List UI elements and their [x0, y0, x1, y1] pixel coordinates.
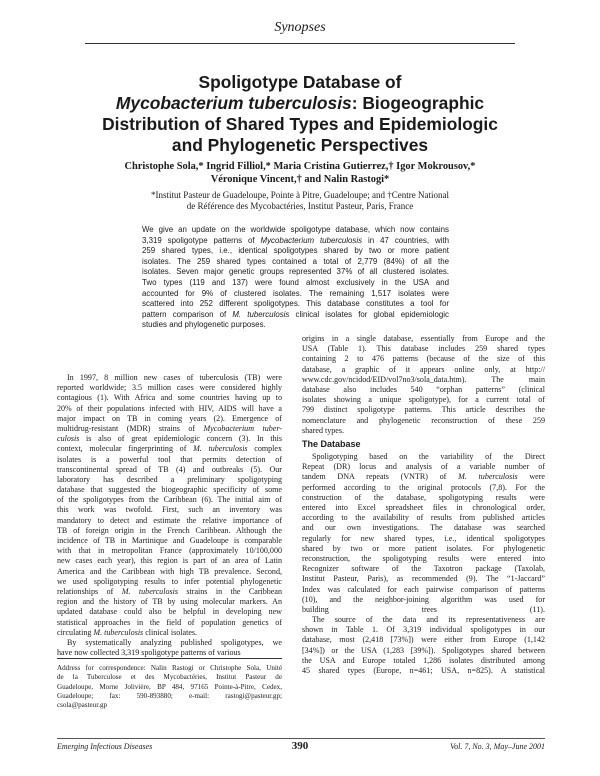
abstract-line: studies and phylogenetic purposes.	[142, 320, 266, 330]
body-line: containing 2 to 476 patterns (because of the size of this	[302, 354, 545, 364]
header-rule	[85, 43, 515, 44]
body-line: Recognizer software of the Taxotron package (Taxolab,	[302, 564, 545, 574]
body-line: circulating M. tuberculosis clinical isolates.	[57, 627, 198, 637]
title-line-4: and Phylogenetic Perspectives	[171, 135, 429, 155]
body-line: isolates showing a unique spoligotype), for a current total of	[302, 395, 545, 405]
footnote-line: csola@pasteur.gp	[57, 701, 108, 710]
title-line-2-rest: : Biogeographic	[351, 93, 485, 113]
body-line: database that suggested the biogeographic specificity of some	[57, 485, 282, 495]
body-line: relationships of M. tuberculosis strains in the Caribbean	[57, 586, 282, 596]
title-species: Mycobacterium tuberculosis	[115, 93, 352, 113]
affiliations	[90, 190, 510, 212]
abstract-line: Two types (119 and 137) were found almost exclusively in the USA and	[142, 277, 449, 287]
footnote-line: Guadeloupe, Morne Jolivière, BP 484, 97165 Pointe-à-Pitre, Cedex,	[57, 682, 282, 691]
body-line: region and the history of TB by using molecular markers. An	[57, 597, 282, 607]
body-line: context, molecular fingerprinting of M. tuberculosis complex	[57, 444, 282, 454]
abstract-line: scattered into 252 different spoligotypes. This database constitutes a tool for	[142, 299, 449, 309]
body-line: www.cdc.gov/ncidod/EID/vol7no3/sola_data.htm). The main	[302, 374, 545, 384]
body-line: according to the availability of results from published articles	[302, 513, 545, 523]
body-line: (10), and the neighbor-joining algorithm was used for	[302, 594, 545, 604]
body-line: shared by two or more patient isolates. For phylogenetic	[302, 543, 545, 553]
body-line: and our own investigations. The database was searched	[302, 523, 545, 533]
body-line: transcontinental spread of TB (4) and outbreaks (5). Our	[57, 464, 282, 474]
affiliation-line-2: de Référence des Mycobactéries, Institut Pasteur, Paris, France	[186, 201, 414, 211]
body-line: [34%]) or the USA (1,283 [39%]). Spoligotypes shared between	[302, 645, 545, 655]
body-line: 45 shared types (Europe, n=461; USA, n=825). A statistical	[302, 666, 545, 675]
body-line: Repeat (DR) locus and analysis of a variable number of	[302, 462, 545, 472]
body-line: TB of foreign origin in the French Caribbean. Although the	[57, 525, 282, 535]
article-title	[60, 72, 540, 156]
body-line: reported worldwide; 3.5 million cases were considered highly	[57, 383, 282, 393]
body-line: 20% of their populations infected with HIV, AIDS will have a	[57, 403, 282, 413]
body-line: origins in a single database, essentially from Europe and the	[302, 334, 545, 343]
body-line: culosis is also of great epidemiologic concern (3). In this	[57, 434, 282, 444]
body-line: database also includes 540 “orphan patterns” (clinical	[302, 384, 545, 394]
body-line: In 1997, 8 million new cases of tuberculosis (TB) were	[67, 373, 282, 382]
authors-line-1: Christophe Sola,* Ingrid Filliol,* Maria Cristina Gutierrez,† Igor Mokrousov,*	[124, 161, 476, 172]
footer-issue: Vol. 7, No. 3, May–June 2001	[450, 742, 545, 751]
body-line: incidence of TB in Martinique and Guadeloupe is comparable	[57, 536, 282, 545]
footnote-rule	[57, 658, 282, 659]
author-list	[60, 160, 540, 186]
section-header: Synopses	[274, 20, 326, 35]
title-line-2	[60, 93, 540, 114]
body-line: Index was calculated for each pairwise comparison of patterns	[302, 584, 545, 594]
body-line: we used spoligotyping results to infer potential phylogenetic	[57, 576, 282, 586]
body-line: new cases each year), this region is part of an area of Latin	[57, 556, 282, 566]
footer-journal-name: Emerging Infectious Diseases	[57, 742, 153, 751]
body-line: entered into Excel spreadsheet files in chronological order,	[302, 503, 545, 512]
body-line: Spoligotyping based on the variability of the Direct	[312, 452, 545, 462]
title-line-1: Spoligotype Database of	[198, 72, 402, 92]
abstract-line: pattern comparison of M. tuberculosis clinical isolates for global epidemiologic	[142, 309, 449, 319]
footnote-line: Guadeloupe; fax: 590-893880; e-mail: rastogi@pasteur.gp;	[57, 691, 282, 700]
body-line: regularly for new shared types, i.e., identical spoligotypes	[302, 533, 545, 543]
body-line: updated database could also be helpful in developing new	[57, 607, 282, 617]
body-line: major impact on TB in coming years (2). Emergence of	[57, 413, 282, 423]
abstract	[142, 225, 449, 331]
body-line: this work was twofold. First, such an inventory was	[57, 505, 282, 515]
body-line: USA (Table 1). This database includes 259 shared types	[302, 344, 545, 354]
body-line: laboratory has described a preliminary spoligotyping	[57, 474, 282, 484]
abstract-line: isolates. The 259 shared types contained a total of 2,779 (84%) of all the	[142, 256, 449, 266]
right-column-intro	[302, 334, 545, 436]
body-line: of the spoligotypes from the Caribbean (6). The initial aim of	[57, 495, 282, 505]
body-line: performed according to the original protocols (7,8). For the	[302, 482, 545, 492]
body-line: reconstruction, the spoligotyping results were entered into	[302, 553, 545, 563]
body-line: tandem DNA repeats (VNTR) of M. tuberculosis were	[302, 472, 545, 482]
body-line: contagious (1). With Africa and some countries having up to	[57, 393, 282, 403]
abstract-line: isolates. Seven major genetic groups represented 37% of all clustered isolates.	[142, 267, 449, 277]
body-line: the USA and Europe totaled 1,286 isolates distributed among	[302, 655, 545, 665]
abstract-line: We give an update on the worldwide spoligotype database, which now contains	[142, 225, 449, 234]
correspondence-footnote	[57, 664, 282, 710]
body-line: The source of the data and its representativeness are	[312, 615, 545, 625]
body-line: have now collected 3,319 spoligotype patterns of various	[57, 648, 241, 658]
footnote-line: de la Tuberculose et des Mycobactéries, Institut Pasteur de	[57, 673, 282, 682]
right-column	[302, 334, 545, 676]
body-line: building trees (11).	[302, 604, 545, 614]
body-line: Institut Pasteur, Paris), as recommended (9). The “1-Jaccard”	[302, 574, 545, 584]
body-line: database, most (2,418 [73%]) were either from Europe (1,142	[302, 635, 545, 645]
body-line: with that in metropolitan France (approximately 10/100,000	[57, 546, 282, 556]
affiliation-line-1: *Institut Pasteur de Guadeloupe, Pointe à Pitre, Guadeloupe; and †Centre National	[151, 190, 449, 200]
body-line: statistical approaches in the field of population genetics of	[57, 617, 282, 627]
database-section-body	[302, 452, 545, 676]
body-line: shown in Table 1. Of 3,319 individual spoligotypes in our	[302, 625, 545, 635]
abstract-line: 259 shared types, i.e., identical spoligotypes shared by two or more patient	[142, 246, 449, 256]
body-line: nomenclature and phylogenetic reconstruction of these 259	[302, 415, 545, 425]
authors-line-2: Véronique Vincent,† and Nalin Rastogi*	[210, 174, 390, 185]
body-line: mandatory to detect and estimate the relative importance of	[57, 515, 282, 525]
page-number: 390	[291, 740, 309, 752]
section-heading-database: The Database	[302, 438, 361, 449]
left-column	[57, 373, 282, 658]
body-line: database, a graphic of it appears online only, at http://	[302, 364, 545, 374]
abstract-line: 3,319 spoligotype patterns of Mycobacterium tuberculosis in 47 countries, with	[142, 235, 450, 245]
title-line-3: Distribution of Shared Types and Epidemiologic	[102, 114, 498, 134]
body-line: shared types.	[302, 425, 345, 435]
footnote-line: Address for correspondence: Nalin Rastogi or Christophe Sola, Unité	[57, 664, 282, 672]
body-line: multidrug-resistant (MDR) strains of Mycobacterium tuber-	[57, 423, 282, 433]
footer-rule	[57, 738, 545, 739]
abstract-line: accounted for 9% of clustered isolates. The remaining 1,517 isolates were	[142, 288, 449, 298]
body-line: 799 distinct spoligotype patterns. This article describes the	[302, 405, 545, 415]
body-line: isolates is a powerful tool that permits detection of	[57, 454, 282, 464]
body-line: By systematically analyzing published spoligotypes, we	[67, 637, 282, 647]
body-line: construction of the database, spoligotyping results were	[302, 492, 545, 502]
body-line: America and the Caribbean with high TB prevalence. Second,	[57, 566, 282, 576]
